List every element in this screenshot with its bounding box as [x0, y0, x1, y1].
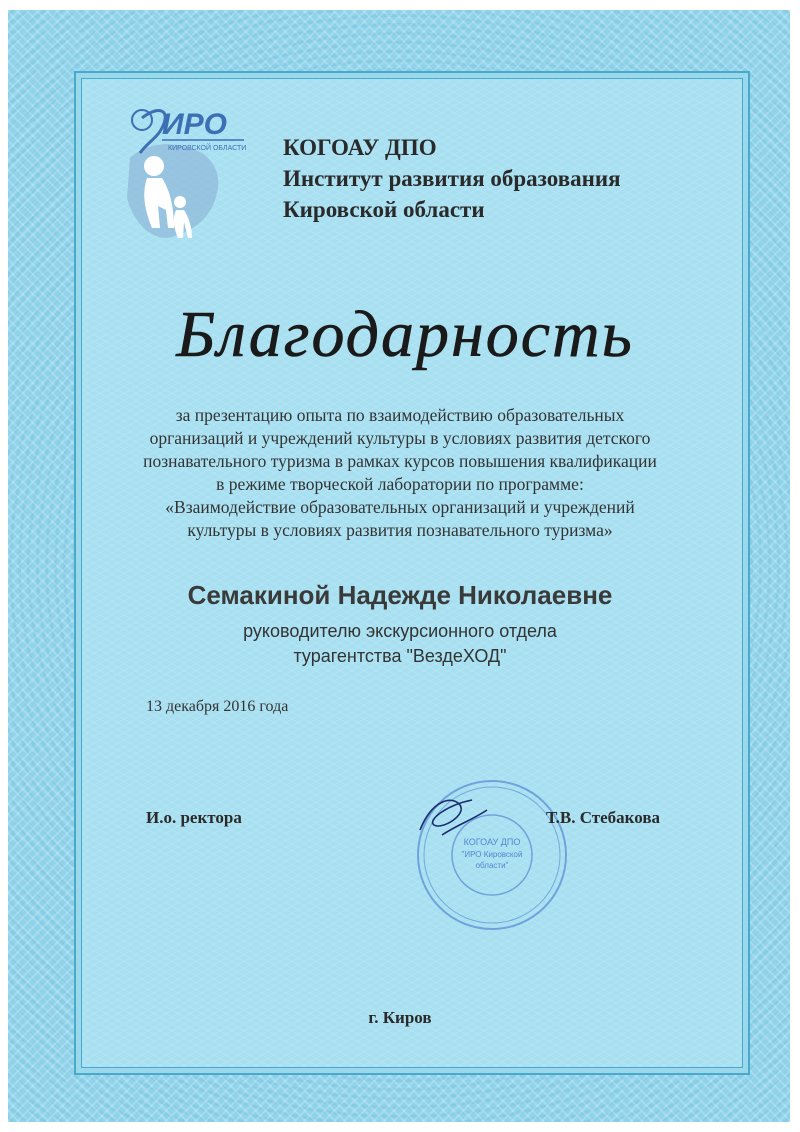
- handwritten-signature: [412, 790, 492, 845]
- org-line-1: КОГОАУ ДПО: [283, 135, 437, 160]
- city: г. Киров: [368, 1008, 432, 1027]
- signatory-name: Т.В. Стебакова: [546, 808, 661, 827]
- reason-line-3: познавательного туризма в рамках курсов повышения квалификации: [143, 451, 657, 471]
- stamp-line-1: КОГОАУ ДПО: [463, 837, 521, 847]
- stamp-line-2: "ИРО Кировской: [461, 850, 523, 859]
- recipient-position-line-2: турагентства "ВездеХОД": [293, 646, 507, 666]
- org-line-2: Институт развития образования: [283, 166, 621, 191]
- certificate-title-text: Благодарность: [176, 298, 634, 371]
- org-line-3: Кировской области: [283, 197, 485, 222]
- reason-text: [90, 404, 710, 542]
- logo-subtext: КИРОВСКОЙ ОБЛАСТИ: [168, 145, 247, 152]
- reason-line-1: за презентацию опыта по взаимодействию образовательных: [175, 405, 625, 425]
- certificate-title: [150, 290, 660, 380]
- reason-line-6: культуры в условиях развития познавательного туризма»: [187, 520, 613, 540]
- reason-line-5: «Взаимодействие образовательных организаций и учреждений: [165, 497, 635, 517]
- reason-line-2: организаций и учреждений культуры в условиях развития детского: [149, 428, 651, 448]
- recipient-position: [90, 619, 710, 669]
- reason-line-4: в режиме творческой лаборатории по программе:: [216, 474, 584, 494]
- stamp-line-3: области": [475, 861, 509, 870]
- recipient-position-line-1: руководителю экскурсионного отдела: [243, 621, 557, 641]
- logo-text: ИРО: [162, 108, 227, 141]
- organization-name: [283, 132, 621, 225]
- iro-logo: [112, 98, 252, 248]
- signatory-role: И.о. ректора: [146, 808, 242, 827]
- issue-date: 13 декабря 2016 года: [146, 698, 289, 715]
- recipient-name: Семакиной Надежде Николаевне: [187, 580, 613, 610]
